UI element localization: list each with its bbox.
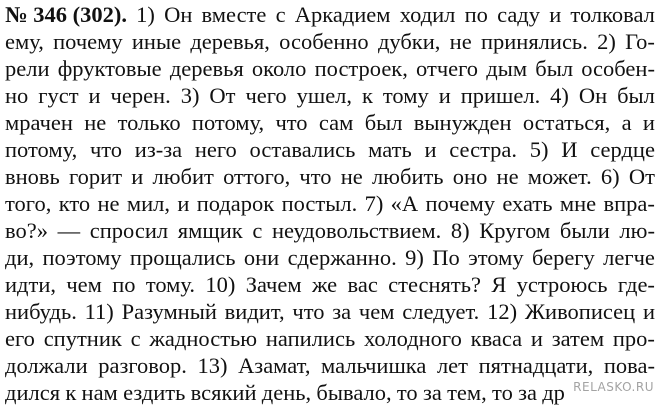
- text-word: подарок: [196, 191, 275, 216]
- text-word: за: [518, 380, 537, 405]
- text-word: густ: [38, 83, 79, 108]
- text-word: тем,: [447, 380, 487, 405]
- text-word: почему: [425, 191, 495, 216]
- text-word: во?»: [5, 218, 48, 243]
- text-word: —: [57, 218, 81, 243]
- text-word: 7): [364, 191, 384, 216]
- site-watermark: RELASKO.RU: [573, 380, 654, 394]
- text-word: чем: [358, 299, 395, 324]
- text-line-4: [5, 83, 655, 110]
- text-word: а: [621, 110, 632, 135]
- text-word: ходил: [399, 2, 456, 27]
- text-word: 6): [600, 164, 620, 189]
- text-word: около: [251, 56, 307, 81]
- text-word: они: [243, 245, 280, 270]
- text-word: и: [642, 299, 655, 324]
- text-word: иные: [131, 29, 182, 54]
- text-word: Он: [578, 83, 608, 108]
- text-word: оно: [452, 164, 488, 189]
- text-line-2: [5, 29, 655, 56]
- text-word: оставались: [249, 137, 356, 162]
- text-word: по: [464, 2, 488, 27]
- text-word: не: [97, 191, 120, 216]
- text-word: 13): [197, 353, 228, 378]
- text-word: кваса: [470, 326, 523, 351]
- text-word: разговор.: [98, 353, 187, 378]
- text-word: дубки,: [377, 29, 441, 54]
- text-word: не: [496, 164, 519, 189]
- text-word: что: [275, 110, 308, 135]
- text-word: деревья,: [190, 29, 270, 54]
- text-word: поэтому: [42, 245, 122, 270]
- text-word: принялись.: [480, 29, 588, 54]
- text-word: идти,: [5, 272, 56, 297]
- text-word: Азамат,: [238, 353, 311, 378]
- text-word: черен.: [110, 83, 171, 108]
- text-word: жадностью: [149, 326, 258, 351]
- text-word: 3): [180, 83, 200, 108]
- text-line-1: [5, 2, 655, 29]
- text-word: 10): [205, 272, 236, 297]
- text-word: и: [177, 191, 190, 216]
- text-word: и: [424, 137, 437, 162]
- text-word: видит,: [224, 299, 285, 324]
- text-word: стеснять?: [388, 272, 481, 297]
- text-word: с: [275, 2, 286, 27]
- text-word: его: [5, 326, 35, 351]
- text-word: 12): [487, 299, 518, 324]
- text-word: по: [112, 272, 136, 297]
- text-word: мрачен: [5, 110, 73, 135]
- text-word: с: [130, 326, 141, 351]
- text-word: же: [311, 272, 338, 297]
- text-word: нибудь.: [5, 299, 77, 324]
- text-word: и: [530, 326, 543, 351]
- text-word: мать: [368, 137, 412, 162]
- text-word: 11): [84, 299, 114, 324]
- text-word: сдержанно.: [287, 245, 397, 270]
- text-word: деревья: [169, 56, 244, 81]
- text-word: ямщик: [177, 218, 243, 243]
- text-word: И: [561, 137, 578, 162]
- text-word: должали: [5, 353, 88, 378]
- text-word: день,: [261, 380, 312, 405]
- text-word: кто: [58, 191, 91, 216]
- text-word: про-: [612, 326, 655, 351]
- text-word: сестра.: [449, 137, 518, 162]
- text-line-10: [5, 245, 655, 272]
- text-word: следует.: [402, 299, 480, 324]
- text-word: 1): [136, 2, 155, 27]
- text-line-15: [5, 380, 565, 407]
- text-word: неудовольствием.: [271, 218, 442, 243]
- text-word: горит: [69, 164, 123, 189]
- text-word: тому: [382, 83, 429, 108]
- exercise-text: [5, 0, 655, 405]
- text-word: «А: [390, 191, 419, 216]
- text-word: Кругом: [479, 218, 551, 243]
- text-line-7: [5, 164, 655, 191]
- text-word: берегу: [531, 245, 595, 270]
- text-word: того,: [5, 191, 52, 216]
- text-word: с: [252, 218, 263, 243]
- text-word: то: [396, 380, 418, 405]
- text-line-3: [5, 56, 655, 83]
- text-word: рели: [5, 56, 50, 81]
- text-word: пова-: [603, 353, 655, 378]
- text-word: чем: [66, 272, 102, 297]
- text-word: Я: [491, 272, 507, 297]
- text-word: построек,: [314, 56, 408, 81]
- text-word: От: [209, 83, 236, 108]
- text-word: вас: [347, 272, 378, 297]
- text-word: толковал: [570, 2, 655, 27]
- text-line-13: [5, 326, 655, 353]
- text-word: за: [332, 299, 352, 324]
- text-word: 9): [405, 245, 424, 270]
- text-word: любит: [152, 164, 214, 189]
- text-word: и: [131, 164, 144, 189]
- text-word: был: [535, 56, 574, 81]
- text-word: был: [364, 110, 403, 135]
- text-word: спутник: [43, 326, 122, 351]
- text-word: постыл.: [281, 191, 358, 216]
- text-word: оттого,: [223, 164, 291, 189]
- text-word: ди,: [5, 245, 35, 270]
- text-word: были: [559, 218, 610, 243]
- text-word: что: [292, 299, 325, 324]
- text-word: только: [117, 110, 181, 135]
- text-word: устроюсь: [516, 272, 608, 297]
- text-line-6: [5, 137, 655, 164]
- text-word: 8): [450, 218, 470, 243]
- text-word: Он: [164, 2, 193, 27]
- text-word: ему,: [5, 29, 44, 54]
- text-word: из-за: [134, 137, 183, 162]
- text-word: дым: [486, 56, 528, 81]
- text-word: почему: [53, 29, 123, 54]
- text-line-14: [5, 353, 655, 380]
- text-word: прощались: [129, 245, 236, 270]
- text-word: любить: [371, 164, 444, 189]
- text-word: От: [628, 164, 655, 189]
- text-word: Живописец: [524, 299, 636, 324]
- text-word: чего: [245, 83, 287, 108]
- text-word: и: [642, 110, 655, 135]
- text-line-8: [5, 191, 655, 218]
- text-word: холодного: [364, 326, 462, 351]
- text-word: бывало,: [316, 380, 392, 405]
- text-word: сердце: [590, 137, 655, 162]
- text-word: и: [88, 83, 101, 108]
- text-word: др: [542, 380, 565, 405]
- text-word: и: [549, 2, 562, 27]
- text-word: него: [194, 137, 237, 162]
- text-word: саду: [497, 2, 541, 27]
- text-line-9: [5, 218, 655, 245]
- exercise-number: № 346 (302).: [5, 2, 127, 27]
- text-word: По: [432, 245, 460, 270]
- text-word: не: [449, 29, 472, 54]
- text-word: лет: [436, 353, 469, 378]
- text-word: ушел,: [296, 83, 353, 108]
- text-word: то: [492, 380, 513, 405]
- text-word: всякий: [190, 380, 257, 405]
- text-word: ехать: [502, 191, 553, 216]
- text-word: тому.: [145, 272, 196, 297]
- text-line-11: [5, 272, 655, 299]
- text-word: ездить: [123, 380, 186, 405]
- text-word: но: [5, 83, 29, 108]
- text-word: к: [65, 380, 77, 405]
- text-word: может.: [527, 164, 592, 189]
- text-word: мил,: [126, 191, 170, 216]
- text-word: затем: [551, 326, 605, 351]
- text-word: вновь: [5, 164, 60, 189]
- text-word: вынужден: [413, 110, 512, 135]
- text-word: не: [340, 164, 363, 189]
- text-word: потому,: [5, 137, 78, 162]
- text-word: впра-: [603, 191, 655, 216]
- text-word: легче: [603, 245, 655, 270]
- text-word: потому,: [191, 110, 265, 135]
- text-word: за: [422, 380, 442, 405]
- text-word: что: [299, 164, 332, 189]
- text-word: дился: [5, 380, 61, 405]
- text-word: мне: [559, 191, 597, 216]
- text-word: этому: [468, 245, 524, 270]
- text-word: спросил: [89, 218, 169, 243]
- text-word: Го-: [625, 29, 655, 54]
- text-word: пришел.: [460, 83, 541, 108]
- text-word: остаться,: [522, 110, 611, 135]
- text-word: особен-: [581, 56, 655, 81]
- text-word: напились: [265, 326, 356, 351]
- text-word: пятнадцати,: [478, 353, 594, 378]
- text-word: сам: [318, 110, 354, 135]
- text-word: Аркадием: [294, 2, 391, 27]
- text-word: нам: [81, 380, 118, 405]
- text-word: что: [89, 137, 123, 162]
- text-line-12: [5, 299, 655, 326]
- text-word: где-: [617, 272, 655, 297]
- text-word: отчего: [416, 56, 479, 81]
- text-line-5: [5, 110, 655, 137]
- text-word: Зачем: [245, 272, 302, 297]
- text-word: фруктовые: [57, 56, 162, 81]
- text-word: не: [84, 110, 107, 135]
- text-word: 2): [597, 29, 616, 54]
- text-word: и: [438, 83, 451, 108]
- text-word: был: [617, 83, 655, 108]
- text-word: Разумный: [121, 299, 217, 324]
- text-word: к: [362, 83, 373, 108]
- text-word: особенно: [279, 29, 369, 54]
- text-word: 4): [550, 83, 569, 108]
- text-word: лю-: [619, 218, 655, 243]
- text-word: вместе: [201, 2, 267, 27]
- text-word: мальчишка: [321, 353, 427, 378]
- text-word: 5): [529, 137, 549, 162]
